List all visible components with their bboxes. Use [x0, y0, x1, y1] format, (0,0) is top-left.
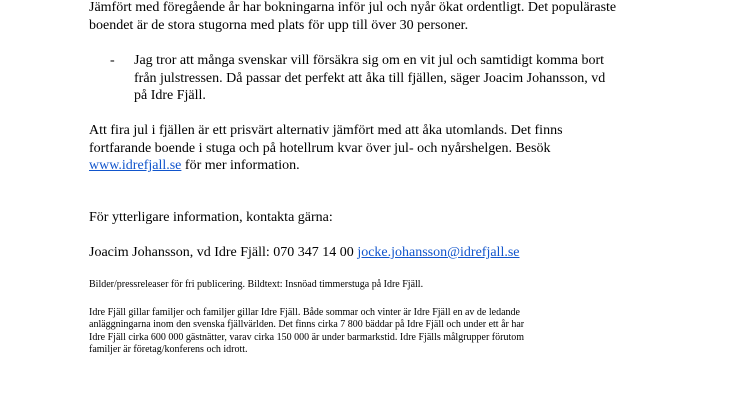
quote-line-1: Jag tror att många svenskar vill försäkra sig om en vit jul och samtidigt komma bort: [134, 53, 605, 68]
contact-heading: För ytterligare information, kontakta gärna:: [89, 210, 333, 225]
about-paragraph: [89, 307, 524, 356]
quote-bullet-dash: -: [110, 53, 115, 68]
quote-paragraph: [134, 52, 605, 105]
about-line-3: Idre Fjäll cirka 600 000 gästnätter, varav cirka 150 000 är under barmarkstid. Idre Fjälls målgrupper förutom: [89, 331, 525, 343]
about-line-1: Idre Fjäll gillar familjer och familjer gillar Idre Fjäll. Både sommar och vinter är Idre Fjäll en av de ledande: [89, 307, 520, 318]
intro-line-2: boendet är de stora stugorna med plats för upp till över 30 personer.: [89, 17, 469, 33]
website-link[interactable]: www.idrefjall.se: [89, 158, 182, 173]
contact-person: [89, 244, 520, 262]
price-line-2: fortfarande boende i stuga och på hotellrum kvar över jul- och nyårshelgen. Besök: [89, 140, 551, 156]
contact-person-text: Joacim Johansson, vd Idre Fjäll: 070 347 14 00: [89, 245, 358, 260]
quote-line-3: på Idre Fjäll.: [134, 88, 206, 103]
press-note: Bilder/pressreleaser för fri publicering. Bildtext: Insnöad timmerstuga på Idre Fjäll.: [89, 279, 424, 290]
price-line-1: Att fira jul i fjällen är ett prisvärt alternativ jämfört med att åka utomlands. Det finns: [89, 123, 563, 138]
about-line-2: anläggningarna inom den svenska fjällvärlden. Det finns cirka 7 800 bäddar på Idre Fjäll och under ett år har: [89, 319, 525, 331]
price-line-3-suffix: för mer information.: [181, 158, 300, 173]
price-paragraph: [89, 122, 563, 175]
intro-paragraph: [89, 0, 616, 34]
email-link[interactable]: jocke.johansson@idrefjall.se: [357, 245, 520, 260]
price-line-3: [89, 157, 563, 175]
intro-line-1: Jämfört med föregående år har bokningarna inför jul och nyår ökat ordentligt. Det populäraste: [89, 0, 617, 15]
about-line-4: familjer är företag/konferens och idrott.: [89, 343, 248, 355]
quote-line-2: från julstressen. Då passar det perfekt att åka till fjällen, säger Joacim Johansson, vd: [134, 70, 606, 86]
